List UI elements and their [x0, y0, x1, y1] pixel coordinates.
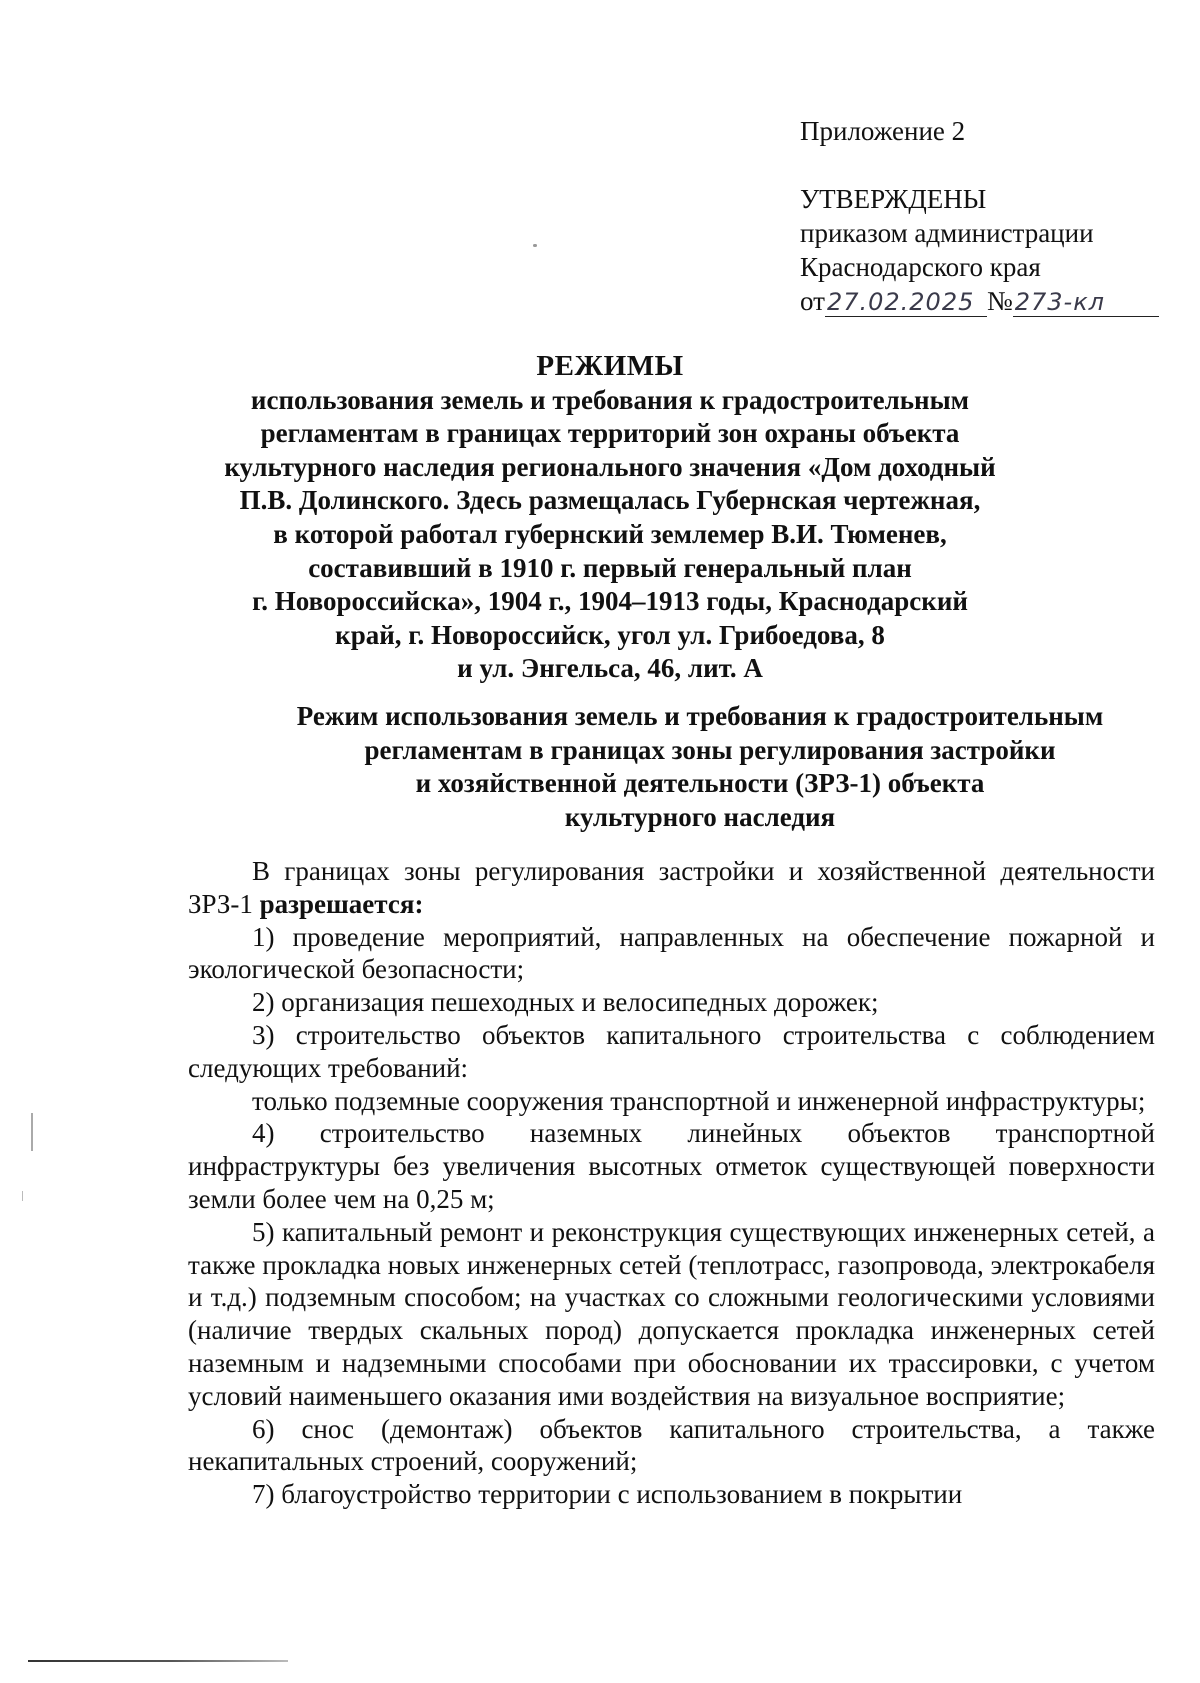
body-text: [188, 855, 1155, 1511]
handwritten-date: 27.02.2025: [825, 288, 987, 317]
title-line: г. Новороссийска», 1904 г., 1904–1913 годы, Краснодарский: [252, 586, 968, 617]
list-item: только подземные сооружения транспортной и инженерной инфраструктуры;: [252, 1085, 1146, 1116]
date-prefix: от: [800, 286, 825, 316]
approval-block: [800, 114, 1160, 318]
list-item: 3) строительство объектов капитального строительства с соблюдением следующих требований:: [188, 1019, 1155, 1083]
list-item: 4) строительство наземных линейных объектов транспортной инфраструктуры без увеличения высотных отметок существующей поверхности земли более чем на 0,25 м;: [188, 1118, 1155, 1214]
heading-line: регламентам в границах зоны регулирования застройки: [364, 734, 1056, 765]
title-line: составивший в 1910 г. первый генеральный план: [308, 552, 912, 583]
title-line: в которой работал губернский землемер В.И. Тюменев,: [273, 518, 947, 549]
intro-bold: разрешается:: [259, 888, 424, 919]
approval-line-1: приказом администрации: [800, 218, 1094, 248]
title-line: край, г. Новороссийск, угол ул. Грибоедова, 8: [335, 619, 885, 650]
title-line: и ул. Энгельса, 46, лит. А: [457, 653, 763, 684]
list-item: 1) проведение мероприятий, направленных на обеспечение пожарной и экологической безопасности;: [188, 921, 1155, 985]
title-line: культурного наследия регионального значения «Дом доходный: [224, 451, 996, 482]
heading-line: и хозяйственной деятельности (ЗРЗ-1) объекта: [415, 768, 985, 799]
list-item: 7) благоустройство территории с использованием в покрытии: [252, 1479, 963, 1510]
section-heading: [240, 700, 1160, 834]
heading-line: культурного наследия: [564, 801, 836, 832]
list-item: 5) капитальный ремонт и реконструкция существующих инженерных сетей, а также прокладка новых инженерных сетей (теплотрасс, газопровода, электрокабеля и т.д.) подземным способом; на участках со сложными геологическими условиями (наличие твердых скальных пород) допускается прокладка инженерных сетей наземным и надземными способами при обосновании их трассировки, с учетом условий наименьшего оказания ими воздействия на визуальное восприятие;: [188, 1216, 1155, 1411]
intro-text: В границах зоны регулирования застройки и хозяйственной деятельности ЗРЗ-1: [188, 856, 1155, 919]
heading-line: Режим использования земель и требования к градостроительным: [296, 701, 1104, 731]
scan-speck: [533, 244, 537, 247]
title-main: РЕЖИМЫ: [536, 350, 684, 382]
list-item: 6) снос (демонтаж) объектов капитального строительства, а также некапитальных строений, сооружений;: [188, 1413, 1155, 1477]
title-line: регламентам в границах территорий зон охраны объекта: [260, 418, 960, 449]
appendix-label: Приложение 2: [800, 116, 966, 146]
title-line: использования земель и требования к градостроительным: [250, 384, 970, 415]
approval-line-2: Краснодарского края: [800, 252, 1041, 282]
approval-date-number: [800, 284, 1160, 318]
approved-label: УТВЕРЖДЕНЫ: [800, 184, 987, 214]
intro-paragraph: [188, 855, 1155, 921]
list-item: 2) организация пешеходных и велосипедных дорожек;: [252, 987, 879, 1018]
handwritten-number: 273-кл: [1013, 288, 1159, 317]
footnote-rule: [28, 1660, 288, 1662]
scan-margin-mark: [22, 1191, 23, 1201]
title-line: П.В. Долинского. Здесь размещалась Губернская чертежная,: [239, 485, 981, 516]
scan-margin-mark: [31, 1113, 33, 1151]
document-title: [200, 350, 1020, 686]
number-prefix: №: [986, 286, 1013, 316]
